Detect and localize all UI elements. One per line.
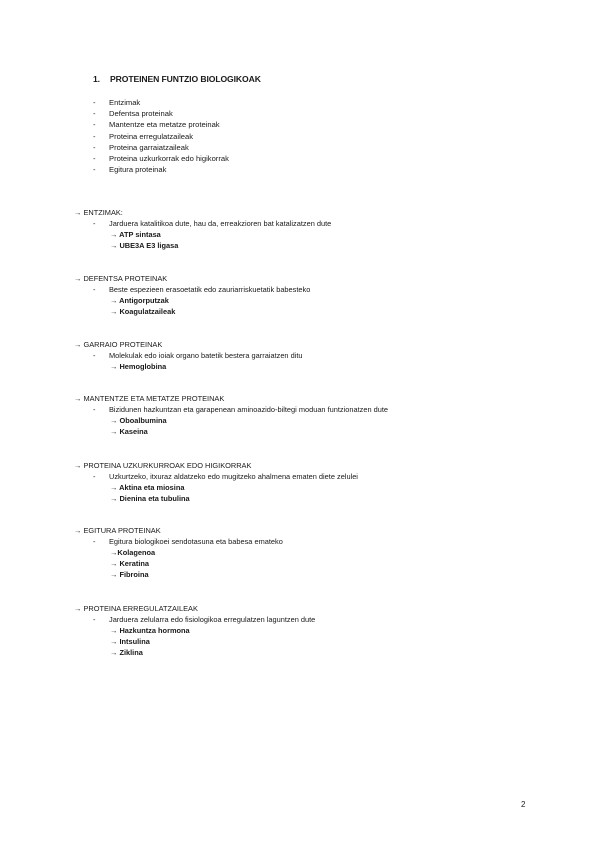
- topic-list: [93, 97, 229, 175]
- example-item: → Dienina eta tubulina: [110, 494, 190, 504]
- topic-label: Proteina erregulatzaileak: [109, 131, 194, 141]
- description-text: Egitura biologikoei sendotasuna eta babesa emateko: [109, 537, 283, 546]
- bullet-dash: -: [93, 285, 96, 294]
- bullet-dash: -: [93, 120, 96, 130]
- topic-label: Defentsa proteinak: [109, 109, 173, 119]
- description-text: Bizidunen hazkuntzan eta garapenean aminoazido-biltegi moduan funtzionatzen dute: [109, 405, 388, 414]
- section-title-text: PROTEINEN FUNTZIO BIOLOGIKOAK: [110, 74, 261, 84]
- section-uzkurkorrak-proteinak: [74, 460, 358, 504]
- description-text: Jarduera katalitikoa dute, hau da, erreakzioren bat katalizatzen dute: [109, 219, 332, 228]
- section-heading: → MANTENTZE ETA METATZE PROTEINAK: [74, 394, 225, 403]
- bullet-dash: -: [93, 109, 96, 119]
- section-erregulatzaileak-proteinak: [74, 603, 315, 659]
- bullet-dash: -: [93, 98, 96, 107]
- topic-label: Mantentze eta metatze proteinak: [109, 120, 220, 130]
- example-item: → Ziklina: [110, 648, 143, 658]
- example-item: → Oboalbumina: [110, 416, 167, 425]
- topic-label: Egitura proteinak: [109, 165, 167, 175]
- description-text: Jarduera zelularra edo fisiologikoa erregulatzen laguntzen dute: [109, 615, 316, 624]
- section-heading: → PROTEINA ERREGULATZAILEAK: [74, 604, 198, 613]
- section-heading: → DEFENTSA PROTEINAK: [74, 274, 168, 283]
- example-item: → Antigorputzak: [110, 296, 169, 305]
- topic-label: Proteina garraiatzaileak: [109, 142, 189, 152]
- section-mantentze-proteinak: [74, 393, 388, 437]
- topic-list-item: [93, 131, 229, 142]
- bullet-dash: -: [93, 537, 96, 546]
- section-description: [74, 284, 310, 295]
- example-item: → Intsulina: [110, 637, 150, 647]
- topic-list-item: [93, 108, 229, 119]
- topic-list-item: [93, 142, 229, 153]
- description-text: Uzkurtzeko, itxuraz aldatzeko edo mugitzeko ahalmena ematen diete zelulei: [109, 472, 358, 481]
- example-item: → Hemoglobina: [110, 362, 167, 371]
- bullet-dash: -: [93, 219, 96, 228]
- topic-label: Proteina uzkurkorrak edo higikorrak: [109, 153, 229, 163]
- bullet-dash: -: [93, 131, 96, 141]
- bullet-dash: -: [93, 405, 96, 414]
- section-title: [93, 74, 261, 84]
- topic-list-item: [93, 97, 229, 108]
- example-item: → Aktina eta miosina: [110, 483, 185, 492]
- example-item: → Koagulatzaileak: [110, 307, 176, 317]
- example-item: → Kaseina: [110, 427, 148, 437]
- page-number: 2: [521, 800, 526, 809]
- section-number: 1.: [93, 74, 100, 84]
- example-item: →Kolagenoa: [110, 548, 156, 557]
- section-heading: → ENTZIMAK:: [74, 208, 123, 217]
- example-item: → ATP sintasa: [110, 230, 161, 239]
- description-text: Beste espezieen erasoetatik edo zauriarriskuetatik babesteko: [109, 285, 311, 294]
- section-description: [74, 614, 315, 625]
- section-description: [74, 218, 331, 229]
- section-description: [74, 536, 283, 547]
- bullet-dash: -: [93, 165, 96, 175]
- section-description: [74, 404, 388, 415]
- example-item: → Hazkuntza hormona: [110, 626, 190, 635]
- topic-label: Entzimak: [109, 98, 141, 107]
- topic-list-item: [93, 119, 229, 130]
- section-heading: → GARRAIO PROTEINAK: [74, 340, 163, 349]
- bullet-dash: -: [93, 472, 96, 481]
- section-heading: → EGITURA PROTEINAK: [74, 526, 161, 535]
- bullet-dash: -: [93, 351, 96, 360]
- bullet-dash: -: [93, 142, 96, 152]
- section-entzimak: [74, 207, 331, 251]
- section-heading: → PROTEINA UZKURKURROAK EDO HIGIKORRAK: [74, 461, 252, 470]
- topic-list-item: [93, 164, 229, 175]
- section-egitura-proteinak: [74, 525, 283, 581]
- section-garraio-proteinak: [74, 339, 303, 372]
- section-description: [74, 350, 303, 361]
- topic-list-item: [93, 153, 229, 164]
- section-defentsa-proteinak: [74, 273, 310, 317]
- example-item: → Fibroina: [110, 570, 149, 580]
- section-description: [74, 471, 358, 482]
- example-item: → UBE3A E3 ligasa: [110, 241, 179, 251]
- example-item: → Keratina: [110, 559, 150, 569]
- bullet-dash: -: [93, 153, 96, 163]
- bullet-dash: -: [93, 615, 96, 624]
- description-text: Molekulak edo ioiak organo batetik bestera garraiatzen ditu: [109, 351, 303, 360]
